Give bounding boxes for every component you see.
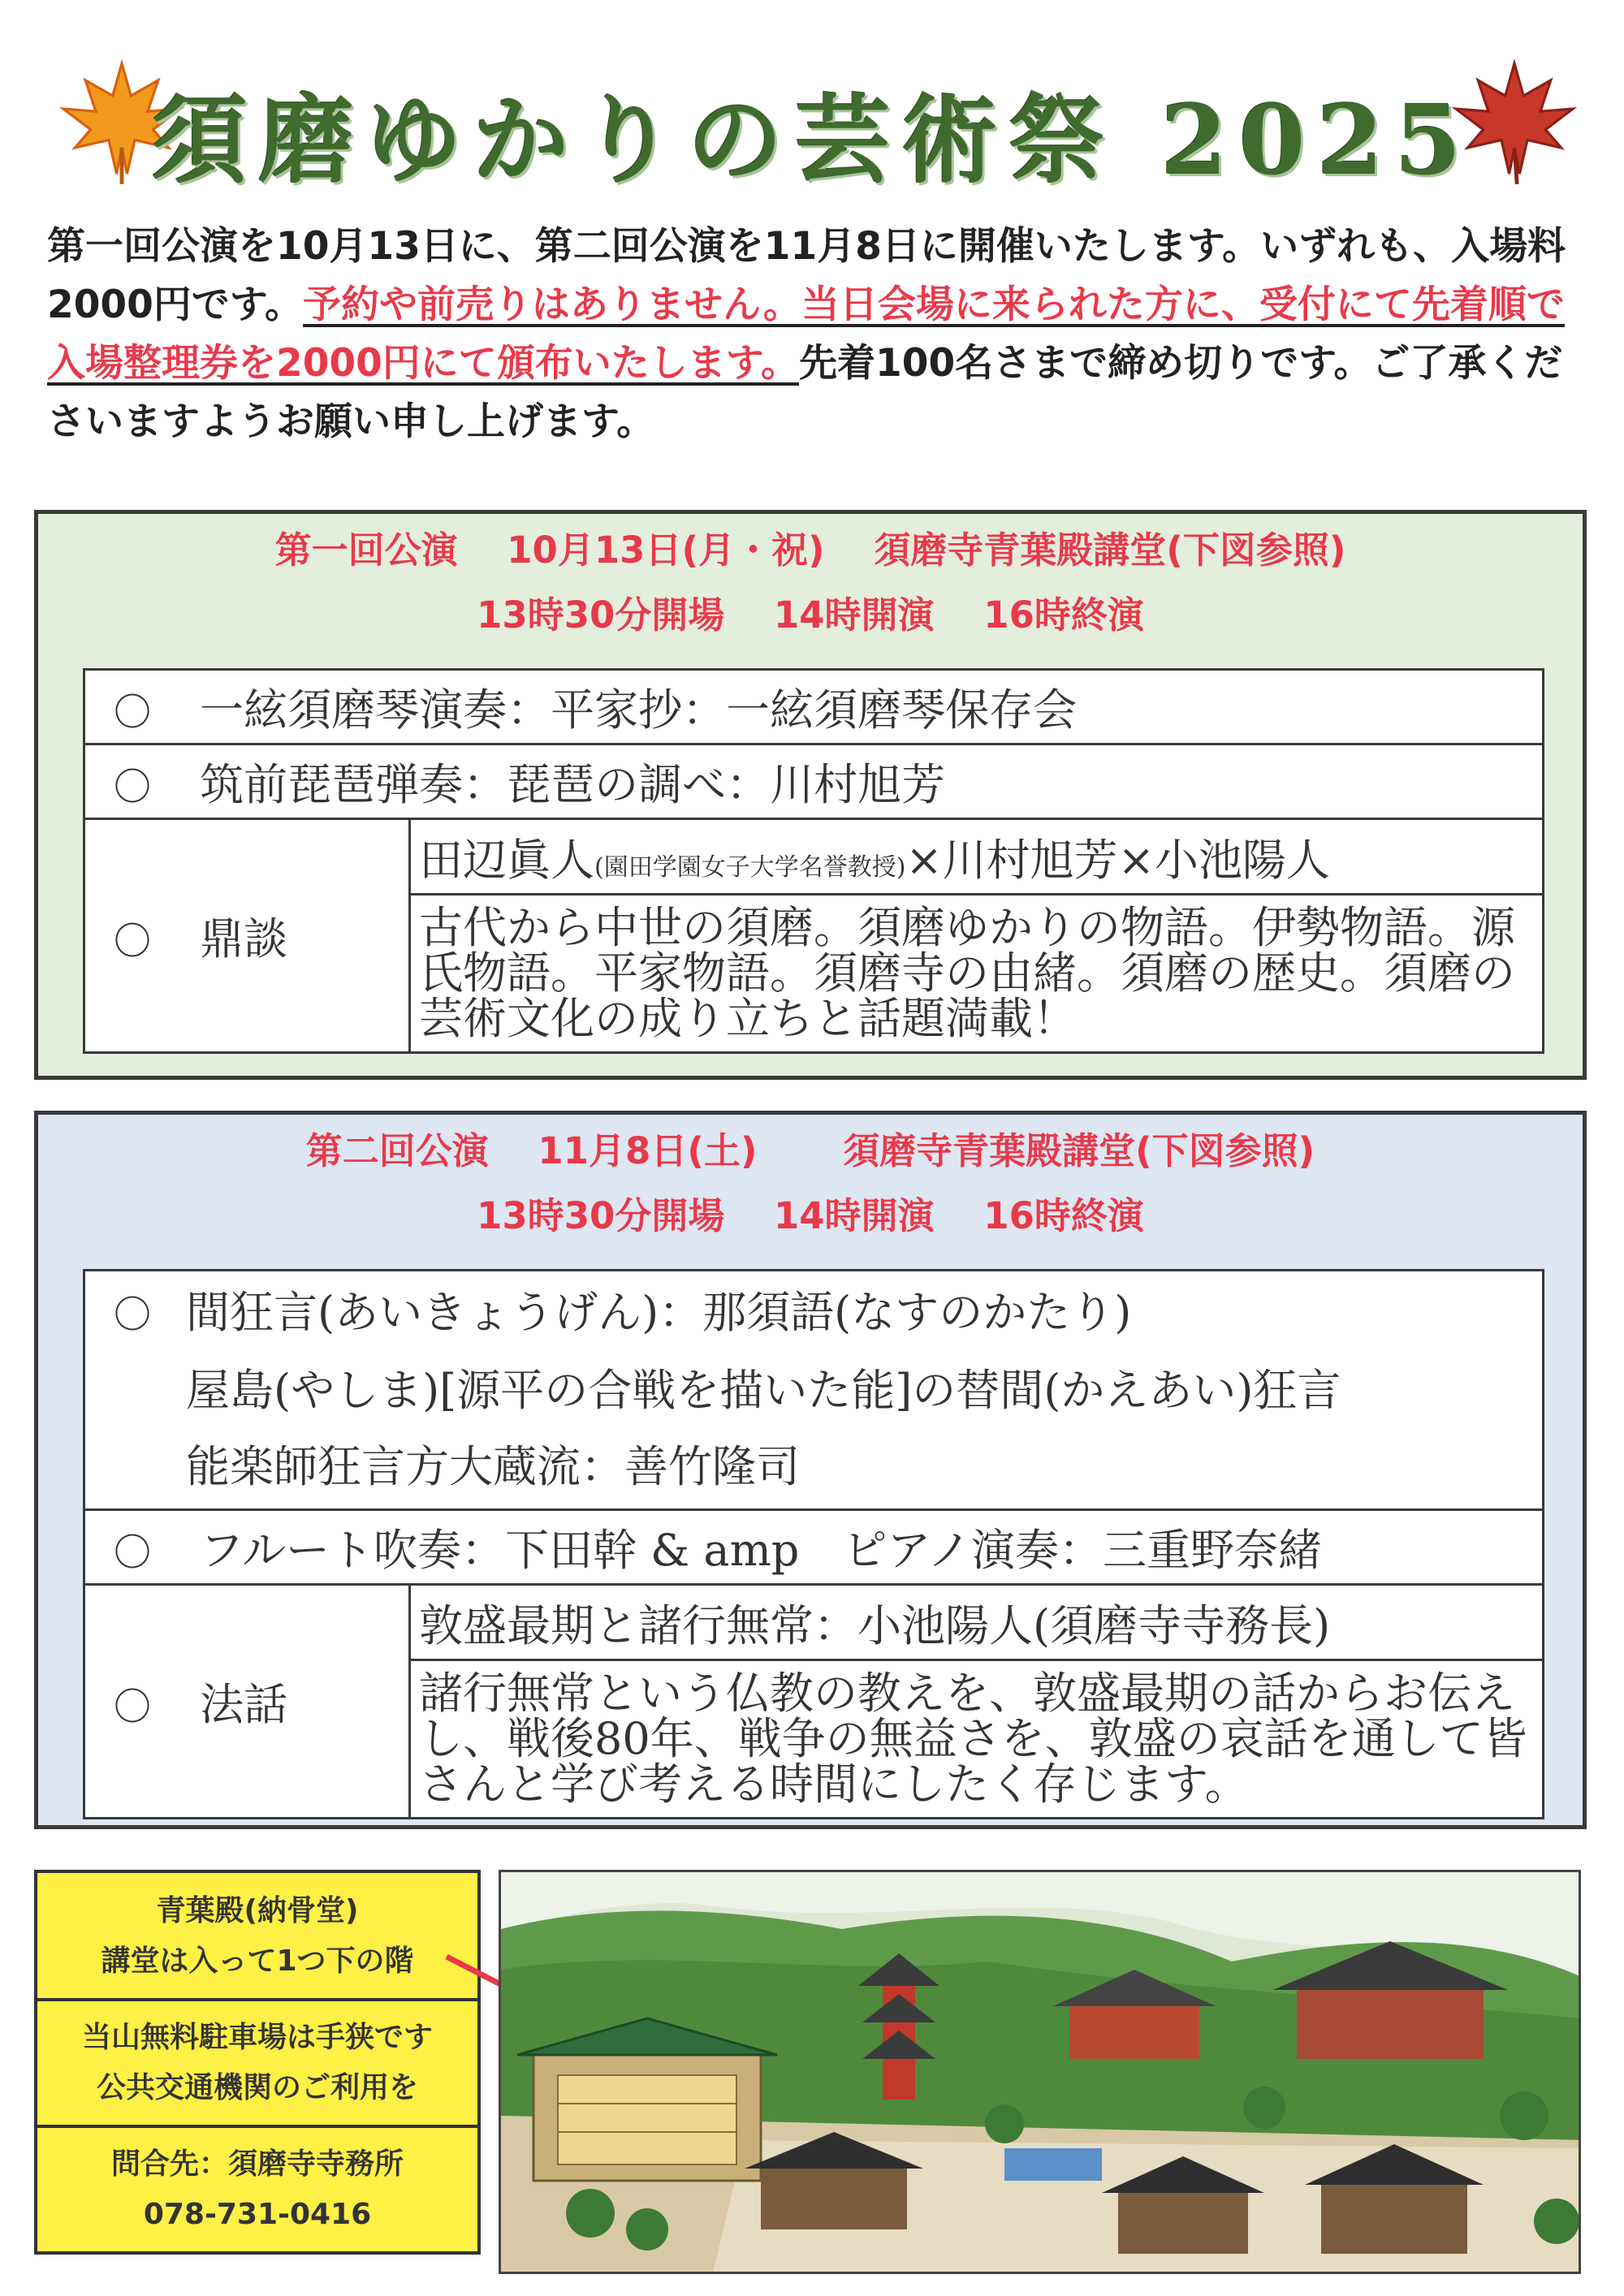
speaker-note: (園田学園女子大学名誉教授) (594, 852, 906, 882)
page-title: 須磨ゆかりの芸術祭 2025 (151, 84, 1473, 196)
session-1-heading: 第一回公演 10月13日(月・祝) 須磨寺青葉殿講堂(下図参照) (274, 529, 1346, 572)
speaker-name: 田辺眞人 (419, 834, 594, 886)
contact-info (37, 2125, 477, 2240)
bullet-circle: 〇 (114, 919, 151, 963)
speaker-cell: 敦盛最期と諸行無常：小池陽人(須磨寺寺務長) (410, 1585, 1544, 1660)
program-item: フルート吹奏：下田幹 & amp ピアノ演奏：三重野奈緒 (200, 1525, 1323, 1576)
session-2-heading: 第二回公演 11月8日(土) 須磨寺青葉殿講堂(下図参照) (305, 1129, 1315, 1172)
parking-info (37, 1998, 477, 2113)
bullet-circle: 〇 (114, 765, 151, 809)
parking-line: 当山無料駐車場は手狭です (81, 2021, 433, 2054)
contact-line: 問合先：須磨寺寺務所 (110, 2147, 404, 2181)
intro-text-end: 先着100名さまで締め切りです。ご了承くださいますようお願い申し上げます。 (47, 341, 1563, 444)
intro-text: 第一回公演を10月13日に、第二回公演を11月8日に開催いたします。いずれも、入場料2000円です。 (47, 224, 1566, 327)
program-description: 古代から中世の須磨。須磨ゆかりの物語。伊勢物語。源氏物語。平家物語。須磨寺の由緒。須磨の歴史。須磨の芸術文化の成り立ちと話題満載！ (410, 895, 1544, 1053)
intro-paragraph (47, 218, 1582, 451)
temple-map-illustration (499, 1870, 1581, 2274)
info-box (34, 1870, 481, 2255)
session-2-program (83, 1269, 1544, 1819)
program-row (84, 1271, 1544, 1510)
intro-warning-text: 予約や前売りはありません。当日会場に来られた方に、受付にて先着順で入場整理券を2000円にて頒布いたします。 (47, 283, 1565, 386)
program-row (84, 1510, 1544, 1585)
bullet-circle: 〇 (114, 1685, 151, 1728)
program-row (84, 670, 1544, 744)
session-1-panel (34, 510, 1587, 1080)
venue-line: 講堂は入って1つ下の階 (101, 1944, 414, 1978)
parking-line: 公共交通機関のご利用を (96, 2071, 418, 2104)
temple-map-drawing (501, 1872, 1581, 2274)
session-1-times: 13時30分開場 14時開演 16時終演 (477, 593, 1144, 637)
contact-phone: 078-731-0416 (143, 2198, 372, 2231)
venue-line: 青葉殿(納骨堂) (156, 1894, 359, 1927)
venue-info (37, 1873, 477, 1987)
session-2-panel (34, 1111, 1587, 1829)
program-row (84, 744, 1544, 819)
program-description: 諸行無常という仏教の教えを、敦盛最期の話からお伝えし、戦後80年、戦争の無益さを、敦盛の哀話を通して皆さんと学び考える時間にしたく存じます。 (410, 1660, 1544, 1819)
program-item: 一絃須磨琴演奏：平家抄：一絃須磨琴保存会 (200, 684, 1078, 736)
speakers-cell (410, 819, 1544, 895)
session-2-times: 13時30分開場 14時開演 16時終演 (477, 1194, 1144, 1237)
program-label: 鼎談 (200, 913, 288, 965)
speaker-names: ×川村旭芳×小池陽人 (905, 834, 1330, 886)
program-item: 間狂言(あいきょうげん)：那須語(なすのかたり) (186, 1287, 1132, 1338)
session-1-program (83, 668, 1544, 1054)
program-item: 屋島(やしま)[源平の合戦を描いた能]の替間(かえあい)狂言 (186, 1365, 1341, 1416)
bullet-circle: 〇 (114, 690, 151, 734)
program-label: 法話 (200, 1679, 288, 1730)
bullet-circle: 〇 (114, 1530, 151, 1574)
program-row (84, 1585, 1544, 1660)
program-item: 能楽師狂言方大蔵流：善竹隆司 (186, 1441, 800, 1492)
program-row (84, 819, 1544, 895)
bullet-circle: 〇 (114, 1293, 151, 1336)
program-item: 筑前琵琶弾奏：琵琶の調べ：川村旭芳 (200, 759, 946, 810)
